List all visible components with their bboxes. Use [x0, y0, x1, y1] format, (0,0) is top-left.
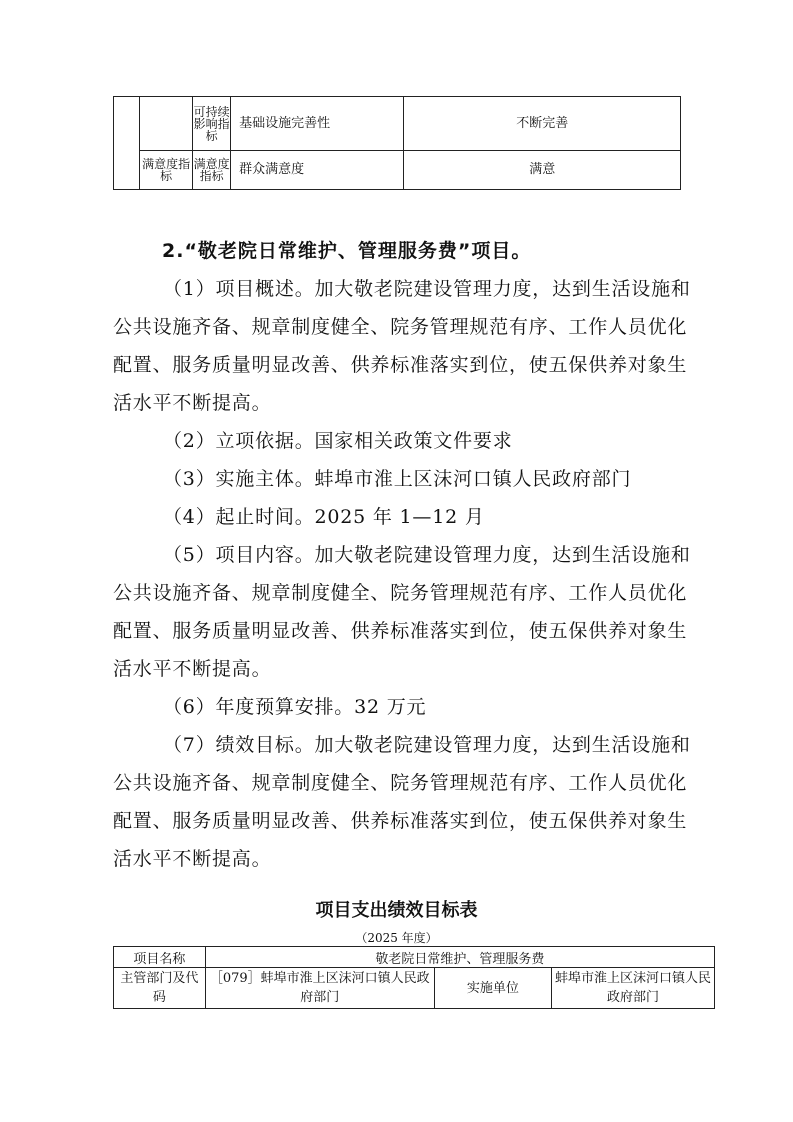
indicator-value-cell: 满意 — [404, 151, 681, 190]
paragraph-period: （4）起止时间。2025 年 1—12 月 — [163, 506, 485, 528]
table-cell — [114, 97, 140, 190]
table-row — [114, 151, 681, 190]
paragraph-goal: （7）绩效目标。加大敬老院建设管理力度，达到生活设施和公共设施齐备、规章制度健全、院务管理规范有序、工作人员优化配置、服务质量明显改善、供养标准落实到位，使五保供养对象生活水平不断提高。 — [113, 734, 691, 870]
indicator-category-cell: 满意度指标 — [193, 151, 231, 190]
paragraph-budget: （6）年度预算安排。32 万元 — [163, 696, 427, 718]
paragraph-basis: （2）立项依据。国家相关政策文件要求 — [163, 430, 513, 452]
dept-label: 主管部门及代码 — [114, 968, 206, 1009]
table-title: 项目支出绩效目标表 — [315, 900, 478, 921]
project-name-label: 项目名称 — [114, 947, 206, 968]
section-heading: 2.“敬老院日常维护、管理服务费”项目。 — [162, 240, 532, 262]
paragraph-implementer: （3）实施主体。蚌埠市淮上区沫河口镇人民政府部门 — [163, 468, 632, 490]
indicator-table — [113, 96, 681, 190]
indicator-category-cell: 可持续影响指标 — [193, 97, 231, 151]
paragraph-overview: （1）项目概述。加大敬老院建设管理力度，达到生活设施和公共设施齐备、规章制度健全、院务管理规范有序、工作人员优化配置、服务质量明显改善、供养标准落实到位，使五保供养对象生活水平不断提高。 — [113, 278, 691, 414]
indicator-name-cell: 群众满意度 — [231, 151, 404, 190]
table-row — [114, 947, 715, 968]
dept-value: ［079］蚌埠市淮上区沫河口镇人民政府部门 — [205, 968, 434, 1009]
paragraph-content: （5）项目内容。加大敬老院建设管理力度，达到生活设施和公共设施齐备、规章制度健全、院务管理规范有序、工作人员优化配置、服务质量明显改善、供养标准落实到位，使五保供养对象生活水平不断提高。 — [113, 544, 691, 680]
impl-value: 蚌埠市淮上区沫河口镇人民政府部门 — [552, 968, 715, 1009]
performance-target-table — [113, 946, 715, 1009]
project-name-value: 敬老院日常维护、管理服务费 — [205, 947, 714, 968]
table-row — [114, 968, 715, 1009]
indicator-group-cell: 满意度指标 — [140, 151, 193, 190]
indicator-value-cell: 不断完善 — [404, 97, 681, 151]
table-year: （2025 年度） — [355, 931, 438, 945]
impl-label: 实施单位 — [434, 968, 551, 1009]
table-row — [114, 97, 681, 151]
indicator-name-cell: 基础设施完善性 — [231, 97, 404, 151]
table-cell — [140, 97, 193, 151]
